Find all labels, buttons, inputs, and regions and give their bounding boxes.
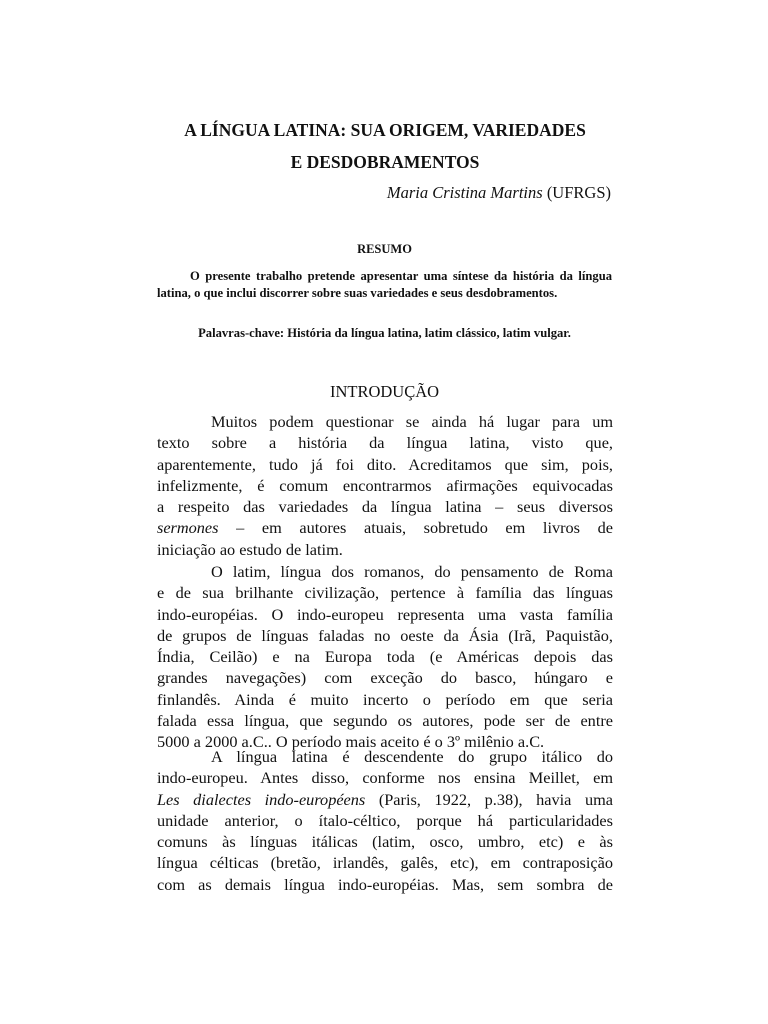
paragraph-line: 5000 a 2000 a.C.. O período mais aceito é o 3º milênio a.C. — [157, 732, 545, 752]
paragraph-line: infelizmente, é comum encontrarmos afirmações equivocadas — [157, 475, 613, 495]
abstract-heading: RESUMO — [357, 242, 412, 256]
paragraph-line: de grupos de línguas faladas no oeste da Ásia (Irã, Paquistão, — [157, 625, 613, 645]
italic-term: sermones — [157, 518, 219, 538]
paper-title-line1: A LÍNGUA LATINA: SUA ORIGEM, VARIEDADES — [184, 120, 586, 140]
paper-title-line2: E DESDOBRAMENTOS — [290, 152, 480, 172]
paragraph-line: A língua latina é descendente do grupo itálico do — [211, 747, 613, 766]
paragraph-line: indo-européias. O indo-europeu representa uma vasta família — [157, 604, 613, 624]
paragraph-line-mixed — [157, 789, 613, 810]
paragraph-line: língua célticas (bretão, irlandês, galês, etc), em contraposição — [157, 853, 613, 873]
paragraph-line-rest: (Paris, 1922, p.38), havia uma — [365, 789, 613, 809]
paragraph-line: Muitos podem questionar se ainda há lugar para um — [211, 412, 613, 431]
author-name: Maria Cristina Martins — [386, 183, 543, 202]
paragraph-line-mixed — [157, 517, 613, 538]
paragraph-line: grandes navegações) com exceção do basco, húngaro e — [157, 668, 613, 688]
paragraph-line: aparentemente, tudo já foi dito. Acreditamos que sim, pois, — [157, 454, 613, 474]
paragraph-line: indo-europeu. Antes disso, conforme nos ensina Meillet, em — [157, 768, 613, 788]
paragraph-line: texto sobre a história da língua latina, visto que, — [157, 433, 613, 453]
paragraph-line: unidade anterior, o ítalo-céltico, porque há particularidades — [157, 810, 613, 830]
paragraph-line: falada essa língua, que segundo os autores, pode ser de entre — [157, 711, 613, 731]
paragraph-3 — [157, 746, 613, 895]
paragraph-line: finlandês. Ainda é muito incerto o período em que seria — [157, 689, 613, 709]
paragraph-line: e de sua brilhante civilização, pertence à família das línguas — [157, 583, 613, 603]
keywords: Palavras-chave: História da língua latina, latim clássico, latim vulgar. — [198, 326, 571, 340]
section-heading-introduction: INTRODUÇÃO — [329, 382, 440, 401]
paragraph-line: com as demais língua indo-européias. Mas, sem sombra de — [157, 874, 613, 894]
abstract-text: O presente trabalho pretende apresentar uma síntese da história da língua latina, o que inclui discorrer sobre suas variedades e seus desdobramentos. — [157, 269, 612, 300]
paragraph-line-rest: – em autores atuais, sobretudo em livros de — [218, 518, 613, 538]
paragraph-line: O latim, língua dos romanos, do pensamento de Roma — [211, 562, 613, 581]
paragraph-line: Índia, Ceilão) e na Europa toda (e Américas depois das — [157, 647, 613, 667]
italic-book-title: Les dialectes indo-européens — [157, 789, 366, 809]
paragraph-line: iniciação ao estudo de latim. — [157, 539, 343, 559]
paragraph-line: a respeito das variedades da língua latina – seus diversos — [157, 497, 613, 517]
author-line — [387, 183, 611, 203]
paragraph-line: comuns às línguas itálicas (latim, osco, umbro, etc) e às — [157, 832, 613, 852]
author-affiliation: (UFRGS) — [542, 183, 611, 202]
paragraph-1 — [157, 411, 613, 560]
paragraph-2 — [157, 561, 613, 753]
